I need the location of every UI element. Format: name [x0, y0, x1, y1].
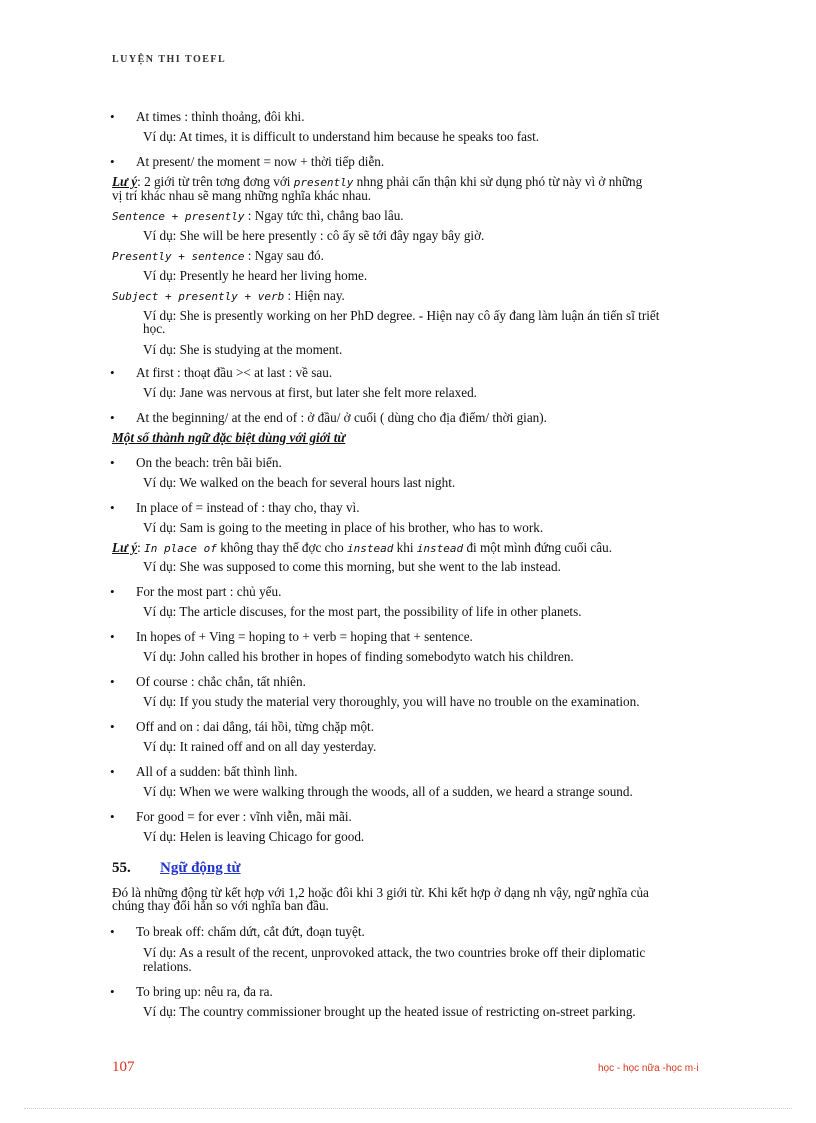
bullet-icon: • [110, 924, 115, 939]
section-number: 55. [112, 860, 131, 876]
rule-sentence-presently: Sentence + presently : Ngay tức thì, chẳng bao lâu. [112, 208, 404, 223]
entry-on-the-beach: On the beach: trên bãi biển. [136, 455, 282, 470]
section-intro: Đó là những động từ kết hợp với 1,2 hoặc đôi khi 3 giới từ. Khi kết hợp ở dạng nh vậy, ngữ nghĩa của [112, 885, 649, 900]
note-in-place-of: Lư ý: In place of không thay thế đợc cho instead khi instead đi một mình đứng cuối câu. [112, 540, 613, 555]
example-break-off: Ví dụ: As a result of the recent, unprovoked attack, the two countries broke off their diplomatic [143, 945, 646, 960]
section-title[interactable]: Ngữ động từ [160, 860, 241, 876]
bullet-icon: • [110, 764, 115, 779]
example-all-of-a-sudden: Ví dụ: When we were walking through the woods, all of a sudden, we heard a strange sound. [143, 784, 633, 799]
bullet-icon: • [110, 365, 115, 380]
example-in-place-of: Ví dụ: Sam is going to the meeting in place of his brother, who has to work. [143, 520, 544, 535]
rule-subject-presently-verb: Subject + presently + verb : Hiện nay. [112, 288, 345, 303]
running-header: LUYỆN THI TOEFL [112, 54, 227, 65]
example-presently-2: Ví dụ: She is studying at the moment. [143, 342, 343, 357]
example-of-course: Ví dụ: If you study the material very thoroughly, you will have no trouble on the examination. [143, 694, 640, 709]
example-off-and-on: Ví dụ: It rained off and on all day yesterday. [143, 739, 377, 754]
example-presently-sentence: Ví dụ: Presently he heard her living home. [143, 268, 368, 283]
entry-for-good: For good = for ever : vĩnh viễn, mãi mãi. [136, 809, 352, 824]
bullet-icon: • [110, 584, 115, 599]
example-sentence-presently: Ví dụ: She will be here presently : cô ấy sẽ tới đây ngay bây giờ. [143, 228, 485, 243]
entry-at-times: At times : thỉnh thoảng, đôi khi. [136, 109, 305, 124]
bullet-icon: • [110, 410, 115, 425]
bullet-icon: • [110, 455, 115, 470]
entry-of-course: Of course : chắc chắn, tất nhiên. [136, 674, 306, 689]
entry-off-and-on: Off and on : dai dẳng, tái hồi, từng chặp một. [136, 719, 375, 734]
example-for-the-most-part: Ví dụ: The article discuses, for the most part, the possibility of life in other planets. [143, 604, 582, 619]
bullet-icon: • [110, 629, 115, 644]
page-bottom-divider [24, 1108, 792, 1109]
page-number: 107 [112, 1059, 135, 1075]
example-break-off-cont: relations. [143, 959, 192, 974]
bullet-icon: • [110, 154, 115, 169]
entry-at-first: At first : thoạt đầu >< at last : về sau. [136, 365, 333, 380]
entry-bring-up: To bring up: nêu ra, đa ra. [136, 984, 273, 999]
example-for-good: Ví dụ: Helen is leaving Chicago for good. [143, 829, 365, 844]
note-label: Lư ý [112, 174, 138, 189]
example-bring-up: Ví dụ: The country commissioner brought up the heated issue of restricting on-street parking. [143, 1004, 636, 1019]
entry-at-present: At present/ the moment = now + thời tiếp diễn. [136, 154, 385, 169]
bullet-icon: • [110, 109, 115, 124]
example-presently-1-cont: học. [143, 321, 166, 336]
subheading-special-idioms: Một số thành ngữ đặc biệt dùng với giới từ [112, 430, 346, 445]
example-on-the-beach: Ví dụ: We walked on the beach for several hours last night. [143, 475, 456, 490]
note-presently-cont: vị trí khác nhau sẽ mang những nghĩa khác nhau. [112, 188, 372, 203]
example-at-first: Ví dụ: Jane was nervous at first, but later she felt more relaxed. [143, 385, 477, 400]
bullet-icon: • [110, 809, 115, 824]
bullet-icon: • [110, 674, 115, 689]
entry-at-the-beginning: At the beginning/ at the end of : ở đầu/ ở cuối ( dùng cho địa điểm/ thời gian). [136, 410, 547, 425]
entry-all-of-a-sudden: All of a sudden: bất thình lình. [136, 764, 298, 779]
footer-motto: học - học nữa -học m·i [598, 1063, 699, 1074]
bullet-icon: • [110, 500, 115, 515]
example-presently-1: Ví dụ: She is presently working on her PhD degree. - Hiện nay cô ấy đang làm luận án tiến sĩ triết [143, 308, 660, 323]
example-at-times: Ví dụ: At times, it is difficult to understand him because he speaks too fast. [143, 129, 540, 144]
bullet-icon: • [110, 719, 115, 734]
entry-in-hopes-of: In hopes of + Ving = hoping to + verb = hoping that + sentence. [136, 629, 473, 644]
rule-presently-sentence: Presently + sentence : Ngay sau đó. [112, 248, 324, 263]
example-instead: Ví dụ: She was supposed to come this morning, but she went to the lab instead. [143, 559, 561, 574]
section-intro-cont: chúng thay đổi hẳn so với nghĩa ban đầu. [112, 898, 329, 913]
note-label: Lư ý [112, 540, 138, 555]
note-presently: Lư ý: 2 giới từ trên tơng đơng với presently nhng phải cẩn thận khi sử dụng phó từ này vì ở những [112, 174, 643, 189]
example-in-hopes-of: Ví dụ: John called his brother in hopes of finding somebodyto watch his children. [143, 649, 574, 664]
bullet-icon: • [110, 984, 115, 999]
entry-for-the-most-part: For the most part : chủ yếu. [136, 584, 282, 599]
entry-in-place-of: In place of = instead of : thay cho, thay vì. [136, 500, 360, 515]
entry-break-off: To break off: chấm dứt, cắt đứt, đoạn tuyệt. [136, 924, 365, 939]
